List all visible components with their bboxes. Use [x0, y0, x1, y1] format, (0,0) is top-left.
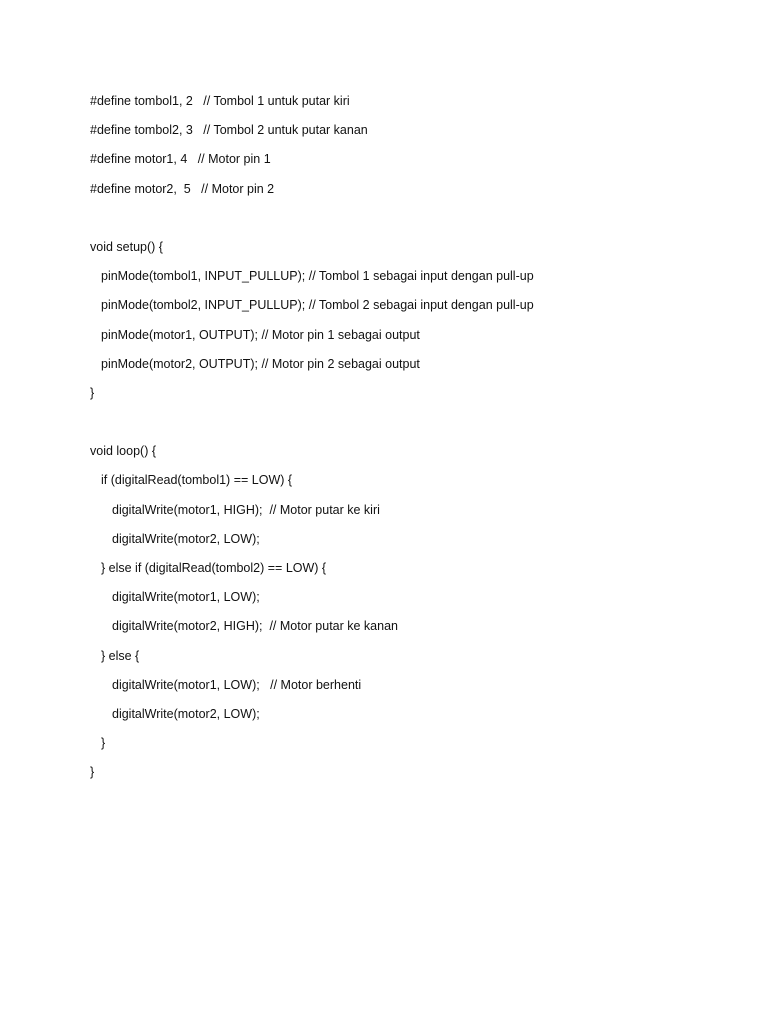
blank-line — [90, 208, 730, 228]
code-line-write-motor1-stop: digitalWrite(motor1, LOW); // Motor berhenti — [112, 677, 362, 692]
code-line-loop-close: } — [90, 765, 95, 780]
code-line-else-if-tombol2: } else if (digitalRead(tombol2) == LOW) { — [101, 561, 327, 575]
code-line-pinmode-tombol1: pinMode(tombol1, INPUT_PULLUP); // Tombol 1 sebagai input dengan pull-up — [101, 269, 534, 284]
code-block — [90, 91, 730, 792]
code-line-write-motor1-high: digitalWrite(motor1, HIGH); // Motor putar ke kiri — [112, 502, 380, 517]
code-line-pinmode-motor2: pinMode(motor2, OUTPUT); // Motor pin 2 sebagai output — [101, 356, 420, 371]
blank-line — [90, 412, 730, 432]
code-line-loop-open: void loop() { — [90, 444, 157, 459]
code-line-write-motor2-stop: digitalWrite(motor2, LOW); — [112, 706, 260, 721]
code-line-write-motor2-low: digitalWrite(motor2, LOW); — [112, 531, 260, 546]
code-line-setup-open: void setup() { — [90, 239, 163, 254]
code-line-pinmode-tombol2: pinMode(tombol2, INPUT_PULLUP); // Tombol 2 sebagai input dengan pull-up — [101, 298, 534, 313]
code-line-define-tombol1: #define tombol1, 2 // Tombol 1 untuk putar kiri — [90, 94, 350, 108]
code-line-define-tombol2: #define tombol2, 3 // Tombol 2 untuk putar kanan — [90, 123, 368, 138]
code-line-pinmode-motor1: pinMode(motor1, OUTPUT); // Motor pin 1 sebagai output — [101, 327, 420, 342]
code-line-define-motor1: #define motor1, 4 // Motor pin 1 — [90, 152, 271, 167]
code-line-write-motor1-low: digitalWrite(motor1, LOW); — [112, 590, 260, 605]
code-line-else: } else { — [101, 648, 140, 663]
code-line-if-tombol1: if (digitalRead(tombol1) == LOW) { — [101, 473, 293, 488]
code-line-write-motor2-high: digitalWrite(motor2, HIGH); // Motor putar ke kanan — [112, 619, 398, 634]
code-line-define-motor2: #define motor2, 5 // Motor pin 2 — [90, 181, 275, 196]
code-line-setup-close: } — [90, 385, 95, 400]
code-line-if-close: } — [101, 736, 106, 751]
